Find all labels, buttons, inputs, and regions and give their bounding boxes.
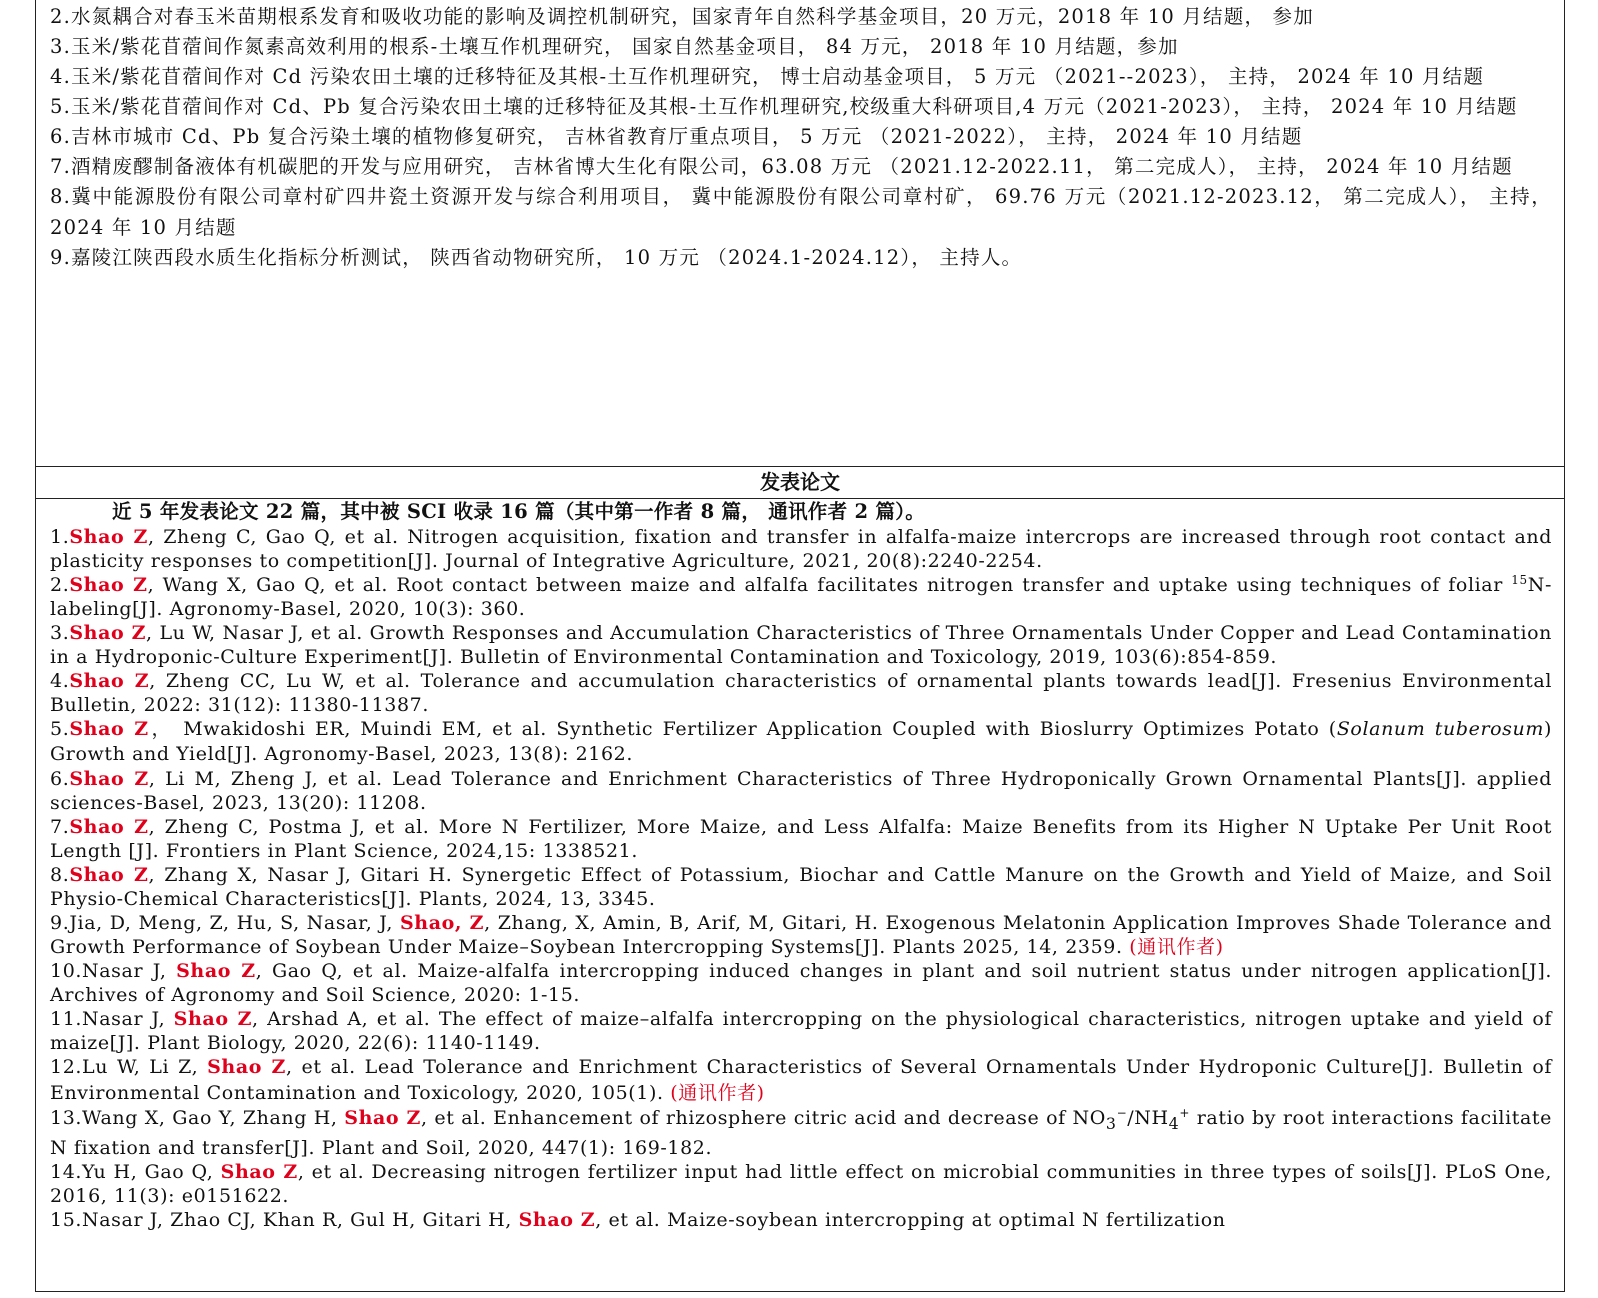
project-item: 7.酒精废醪制备液体有机碳肥的开发与应用研究， 吉林省博大生化有限公司，63.08 万元 （2021.12-2022.11， 第二完成人）， 主持， 2024 年 10 月结题	[50, 155, 1513, 178]
highlighted-author: Shao Z	[173, 1008, 253, 1031]
reference-item	[50, 767, 1552, 815]
reference-text: N-labeling[J]. Agronomy-Basel, 2020, 10(3): 360.	[50, 574, 1552, 620]
superscript: 15	[1511, 573, 1528, 587]
reference-text: , Arshad A, et al. The effect of maize–alfalfa intercropping on the physiological characteristics, nitrogen uptake and yield of maize[J]. Plant Biology, 2020, 22(6): 1140-1149.	[50, 1008, 1552, 1055]
reference-number: 8.	[50, 864, 70, 887]
highlighted-author: Shao Z	[69, 864, 149, 887]
reference-text: 9.Jia, D, Meng, Z, Hu, S, Nasar, J,	[50, 912, 400, 935]
reference-text: ) Growth and Yield[J]. Agronomy-Basel, 2023, 13(8): 2162.	[50, 718, 1552, 766]
reference-item	[50, 1055, 1552, 1105]
reference-text: , Zhang X, Nasar J, Gitari H. Synergetic Effect of Potassium, Biochar and Cattle Manure on the Growth and Yield of Maize, and Soil Physio-Chemical Characteristics[J]. Plants, 2024, 13, 3345.	[50, 864, 1552, 911]
reference-number: 1.	[50, 526, 70, 548]
reference-text: , Zhang, X, Amin, B, Arif, M, Gitari, H. Exogenous Melatonin Application Improves Shade Tolerance and Growth Performance of Soybean Under Maize–Soybean Intercropping Systems[J]. Plants 2025, 14, 2359.	[50, 912, 1553, 959]
reference-item	[50, 815, 1552, 863]
reference-text: , et al. Decreasing nitrogen fertilizer input had little effect on microbial communities in three types of soils[J]. PLoS One, 2016, 11(3): e0151622.	[50, 1160, 1553, 1207]
species-name: Solanum tuberosum	[1336, 718, 1544, 740]
reference-text: ratio by root interactions facilitate N fixation and transfer[J]. Plant and Soil, 2020, 447(1): 169-182.	[50, 1106, 1552, 1159]
highlighted-author: Shao Z	[69, 816, 149, 839]
highlighted-author: Shao Z	[69, 768, 149, 791]
reference-text: , Zheng CC, Lu W, et al. Tolerance and accumulation characteristics of ornamental plants towards lead[J]. Fresenius Environmental Bulletin, 2022: 31(12): 11380-11387.	[50, 670, 1552, 716]
reference-text: , et al. Lead Tolerance and Enrichment Characteristics of Several Ornamentals Under Hydroponic Culture[J]. Bulletin of Environmental Contamination and Toxicology, 2020, 105(1).	[50, 1056, 1553, 1104]
project-item: 5.玉米/紫花苜蓿间作对 Cd、Pb 复合污染农田土壤的迁移特征及其根-土互作机理研究,校级重大科研项目,4 万元（2021-2023）， 主持， 2024 年 10 月结题	[50, 95, 1518, 118]
reference-item	[50, 1208, 1552, 1232]
section-heading: 发表论文	[36, 467, 1564, 499]
reference-text: 13.Wang X, Gao Y, Zhang H,	[50, 1106, 345, 1129]
reference-text: , et al. Enhancement of rhizosphere citric acid and decrease of NO	[421, 1106, 1106, 1129]
highlighted-author: Shao Z	[69, 622, 147, 644]
reference-item	[50, 573, 1552, 621]
reference-item	[50, 1106, 1552, 1160]
reference-text: ， Mwakidoshi ER, Muindi EM, et al. Synthetic Fertilizer Application Coupled with Bioslurry Optimizes Potato (	[148, 718, 1337, 740]
reference-text: 15.Nasar J, Zhao CJ, Khan R, Gul H, Gitari H,	[50, 1208, 519, 1231]
highlighted-author: Shao Z	[518, 1208, 596, 1231]
highlighted-author: Shao Z	[207, 1056, 286, 1079]
reference-text: , Wang X, Gao Q, et al. Root contact between maize and alfalfa facilitates nitrogen transfer and uptake using techniques of foliar	[147, 574, 1512, 596]
reference-number: 2.	[50, 574, 70, 596]
highlighted-author: Shao Z	[69, 670, 150, 692]
reference-number: 6.	[50, 768, 70, 791]
project-item: 6.吉林市城市 Cd、Pb 复合污染土壤的植物修复研究， 吉林省教育厅重点项目， 5 万元 （2021-2022）， 主持， 2024 年 10 月结题	[50, 125, 1303, 148]
reference-item	[50, 959, 1552, 1007]
reference-text: 12.Lu W, Li Z,	[50, 1056, 208, 1079]
project-item: 2.水氮耦合对春玉米苗期根系发育和吸收功能的影响及调控机制研究，国家青年自然科学基金项目，20 万元，2018 年 10 月结题， 参加	[50, 5, 1314, 28]
reference-text: 14.Yu H, Gao Q,	[50, 1160, 221, 1183]
project-item: 3.玉米/紫花苜蓿间作氮素高效利用的根系-土壤互作机理研究， 国家自然基金项目， 84 万元， 2018 年 10 月结题，参加	[50, 35, 1179, 58]
highlighted-author: Shao Z	[69, 718, 149, 740]
papers-section	[36, 499, 1564, 1232]
reference-text: , Gao Q, et al. Maize-alfalfa intercropping induced changes in plant and soil nutrient status under nitrogen application[J]. Archives of Agronomy and Soil Science, 2020: 1-15.	[50, 960, 1552, 1007]
project-item: 4.玉米/紫花苜蓿间作对 Cd 污染农田土壤的迁移特征及其根-土互作机理研究， 博士启动基金项目， 5 万元 （2021--2023）， 主持， 2024 年 10 月结题	[50, 65, 1485, 88]
reference-item	[50, 525, 1552, 573]
highlighted-author: Shao Z	[176, 960, 256, 983]
reference-item	[50, 669, 1552, 717]
reference-item	[50, 1160, 1552, 1208]
reference-text: /NH	[1127, 1106, 1169, 1129]
highlighted-author: Shao Z	[344, 1106, 421, 1129]
subscript: 4	[1168, 1113, 1180, 1133]
reference-text: 10.Nasar J,	[50, 960, 177, 983]
corresponding-author-note: (通讯作者)	[1129, 936, 1224, 959]
papers-summary: 近 5 年发表论文 22 篇，其中被 SCI 收录 16 篇（其中第一作者 8 篇， 通讯作者 2 篇）。	[112, 500, 926, 523]
reference-item	[50, 621, 1552, 669]
highlighted-author: Shao Z	[69, 526, 148, 548]
highlighted-author: Shao, Z	[399, 912, 485, 935]
reference-text: , Lu W, Nasar J, et al. Growth Responses and Accumulation Characteristics of Three Ornamentals Under Copper and Lead Contamination in a Hydroponic-Culture Experiment[J]. Bulletin of Environmental Contamination and Toxicology, 2019, 103(6):854-859.	[50, 622, 1552, 668]
reference-text: 11.Nasar J,	[50, 1008, 174, 1031]
reference-item	[50, 863, 1552, 911]
reference-item	[50, 717, 1552, 767]
superscript: +	[1179, 1105, 1190, 1120]
project-item: 9.嘉陵江陕西段水质生化指标分析测试， 陕西省动物研究所， 10 万元 （2024.1-2024.12）， 主持人。	[50, 245, 1023, 269]
reference-number: 4.	[50, 670, 70, 692]
highlighted-author: Shao Z	[220, 1160, 298, 1183]
superscript: −	[1116, 1105, 1128, 1120]
document-page	[35, 0, 1565, 1292]
reference-item	[50, 1007, 1552, 1055]
reference-number: 5.	[50, 718, 70, 740]
reference-number: 7.	[50, 816, 70, 839]
reference-text: , et al. Maize-soybean intercropping at optimal N fertilization	[595, 1208, 1226, 1231]
reference-text: , Zheng C, Postma J, et al. More N Fertilizer, More Maize, and Less Alfalfa: Maize Benefits from its Higher N Uptake Per Unit Root Length [J]. Frontiers in Plant Science, 2024,15: 1338521.	[50, 816, 1552, 863]
reference-number: 3.	[50, 622, 70, 644]
reference-item	[50, 911, 1552, 959]
highlighted-author: Shao Z	[69, 574, 148, 596]
corresponding-author-note: (通讯作者)	[670, 1081, 765, 1104]
subscript: 3	[1105, 1113, 1117, 1133]
project-item: 8.冀中能源股份有限公司章村矿四井瓷土资源开发与综合利用项目， 冀中能源股份有限公司章村矿， 69.76 万元（2021.12-2023.12， 第二完成人）， 主持， 2024 年 10 月结题	[50, 185, 1552, 239]
reference-text: , Li M, Zheng J, et al. Lead Tolerance and Enrichment Characteristics of Three Hydroponically Grown Ornamental Plants[J]. applied sciences-Basel, 2023, 13(20): 11208.	[50, 768, 1552, 815]
projects-section	[36, 0, 1564, 467]
reference-text: , Zheng C, Gao Q, et al. Nitrogen acquisition, fixation and transfer in alfalfa-maize intercrops are increased through root contact and plasticity responses to competition[J]. Journal of Integrative Agriculture, 2021, 20(8):2240-2254.	[50, 526, 1552, 572]
